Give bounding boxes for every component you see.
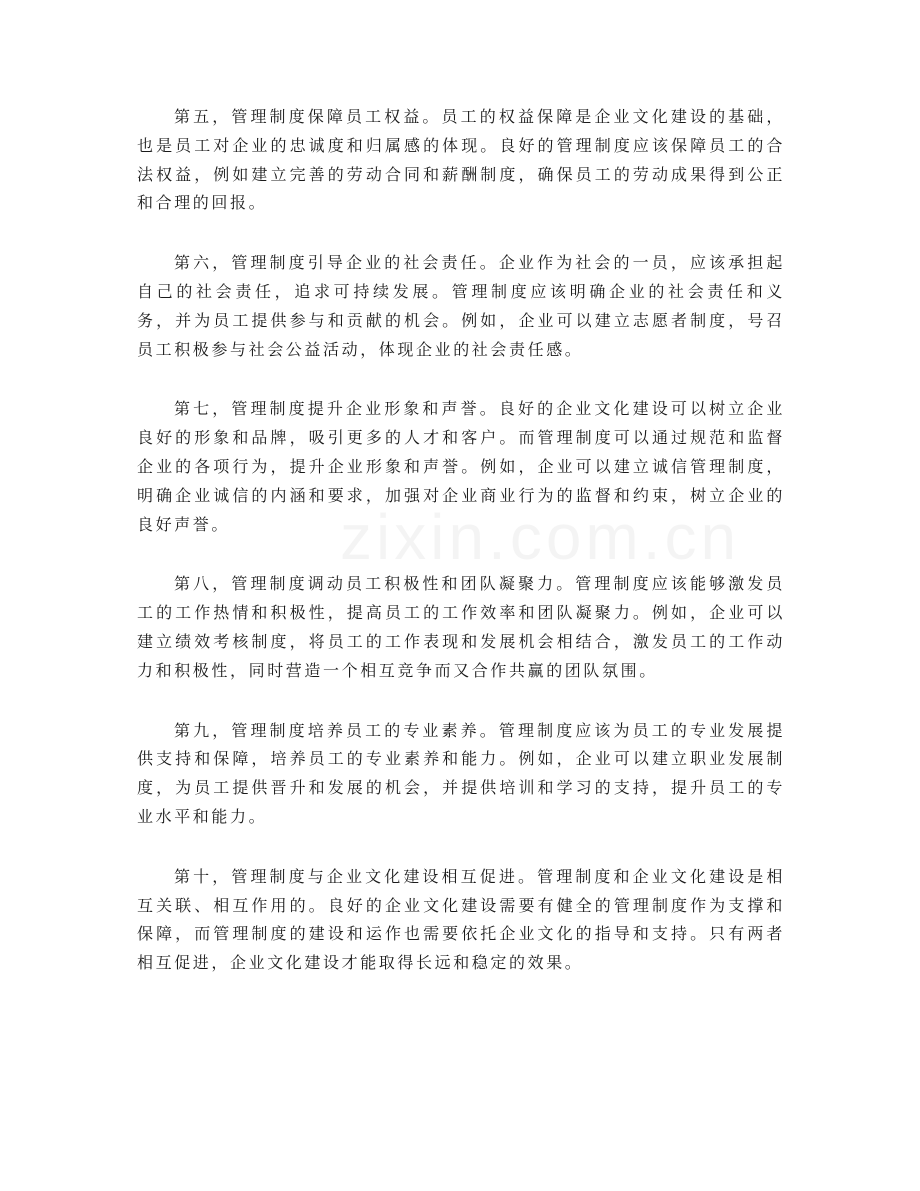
document-body bbox=[137, 103, 785, 1009]
paragraph-6: 第六，管理制度引导企业的社会责任。企业作为社会的一员，应该承担起自己的社会责任，追求可持续发展。管理制度应该明确企业的社会责任和义务，并为员工提供参与和贡献的机会。例如，企业可以建立志愿者制度，号召员工积极参与社会公益活动，体现企业的社会责任感。 bbox=[137, 253, 785, 359]
paragraph-9: 第九，管理制度培养员工的专业素养。管理制度应该为员工的专业发展提供支持和保障，培养员工的专业素养和能力。例如，企业可以建立职业发展制度，为员工提供晋升和发展的机会，并提供培训和学习的支持，提升员工的专业水平和能力。 bbox=[137, 720, 785, 826]
paragraph-5: 第五，管理制度保障员工权益。员工的权益保障是企业文化建设的基础，也是员工对企业的忠诚度和归属感的体现。良好的管理制度应该保障员工的合法权益，例如建立完善的劳动合同和薪酬制度，确保员工的劳动成果得到公正和合理的回报。 bbox=[137, 107, 785, 213]
paragraph-7: 第七，管理制度提升企业形象和声誉。良好的企业文化建设可以树立企业良好的形象和品牌，吸引更多的人才和客户。而管理制度可以通过规范和监督企业的各项行为，提升企业形象和声誉。例如，企业可以建立诚信管理制度，明确企业诚信的内涵和要求，加强对企业商业行为的监督和约束，树立企业的良好声誉。 bbox=[137, 399, 785, 534]
paragraph-10: 第十，管理制度与企业文化建设相互促进。管理制度和企业文化建设是相互关联、相互作用的。良好的企业文化建设需要有健全的管理制度作为支撑和保障，而管理制度的建设和运作也需要依托企业文化的指导和支持。只有两者相互促进，企业文化建设才能取得长远和稳定的效果。 bbox=[137, 866, 785, 973]
paragraph-8: 第八，管理制度调动员工积极性和团队凝聚力。管理制度应该能够激发员工的工作热情和积极性，提高员工的工作效率和团队凝聚力。例如，企业可以建立绩效考核制度，将员工的工作表现和发展机会相结合，激发员工的工作动力和积极性，同时营造一个相互竞争而又合作共赢的团队氛围。 bbox=[137, 574, 785, 680]
